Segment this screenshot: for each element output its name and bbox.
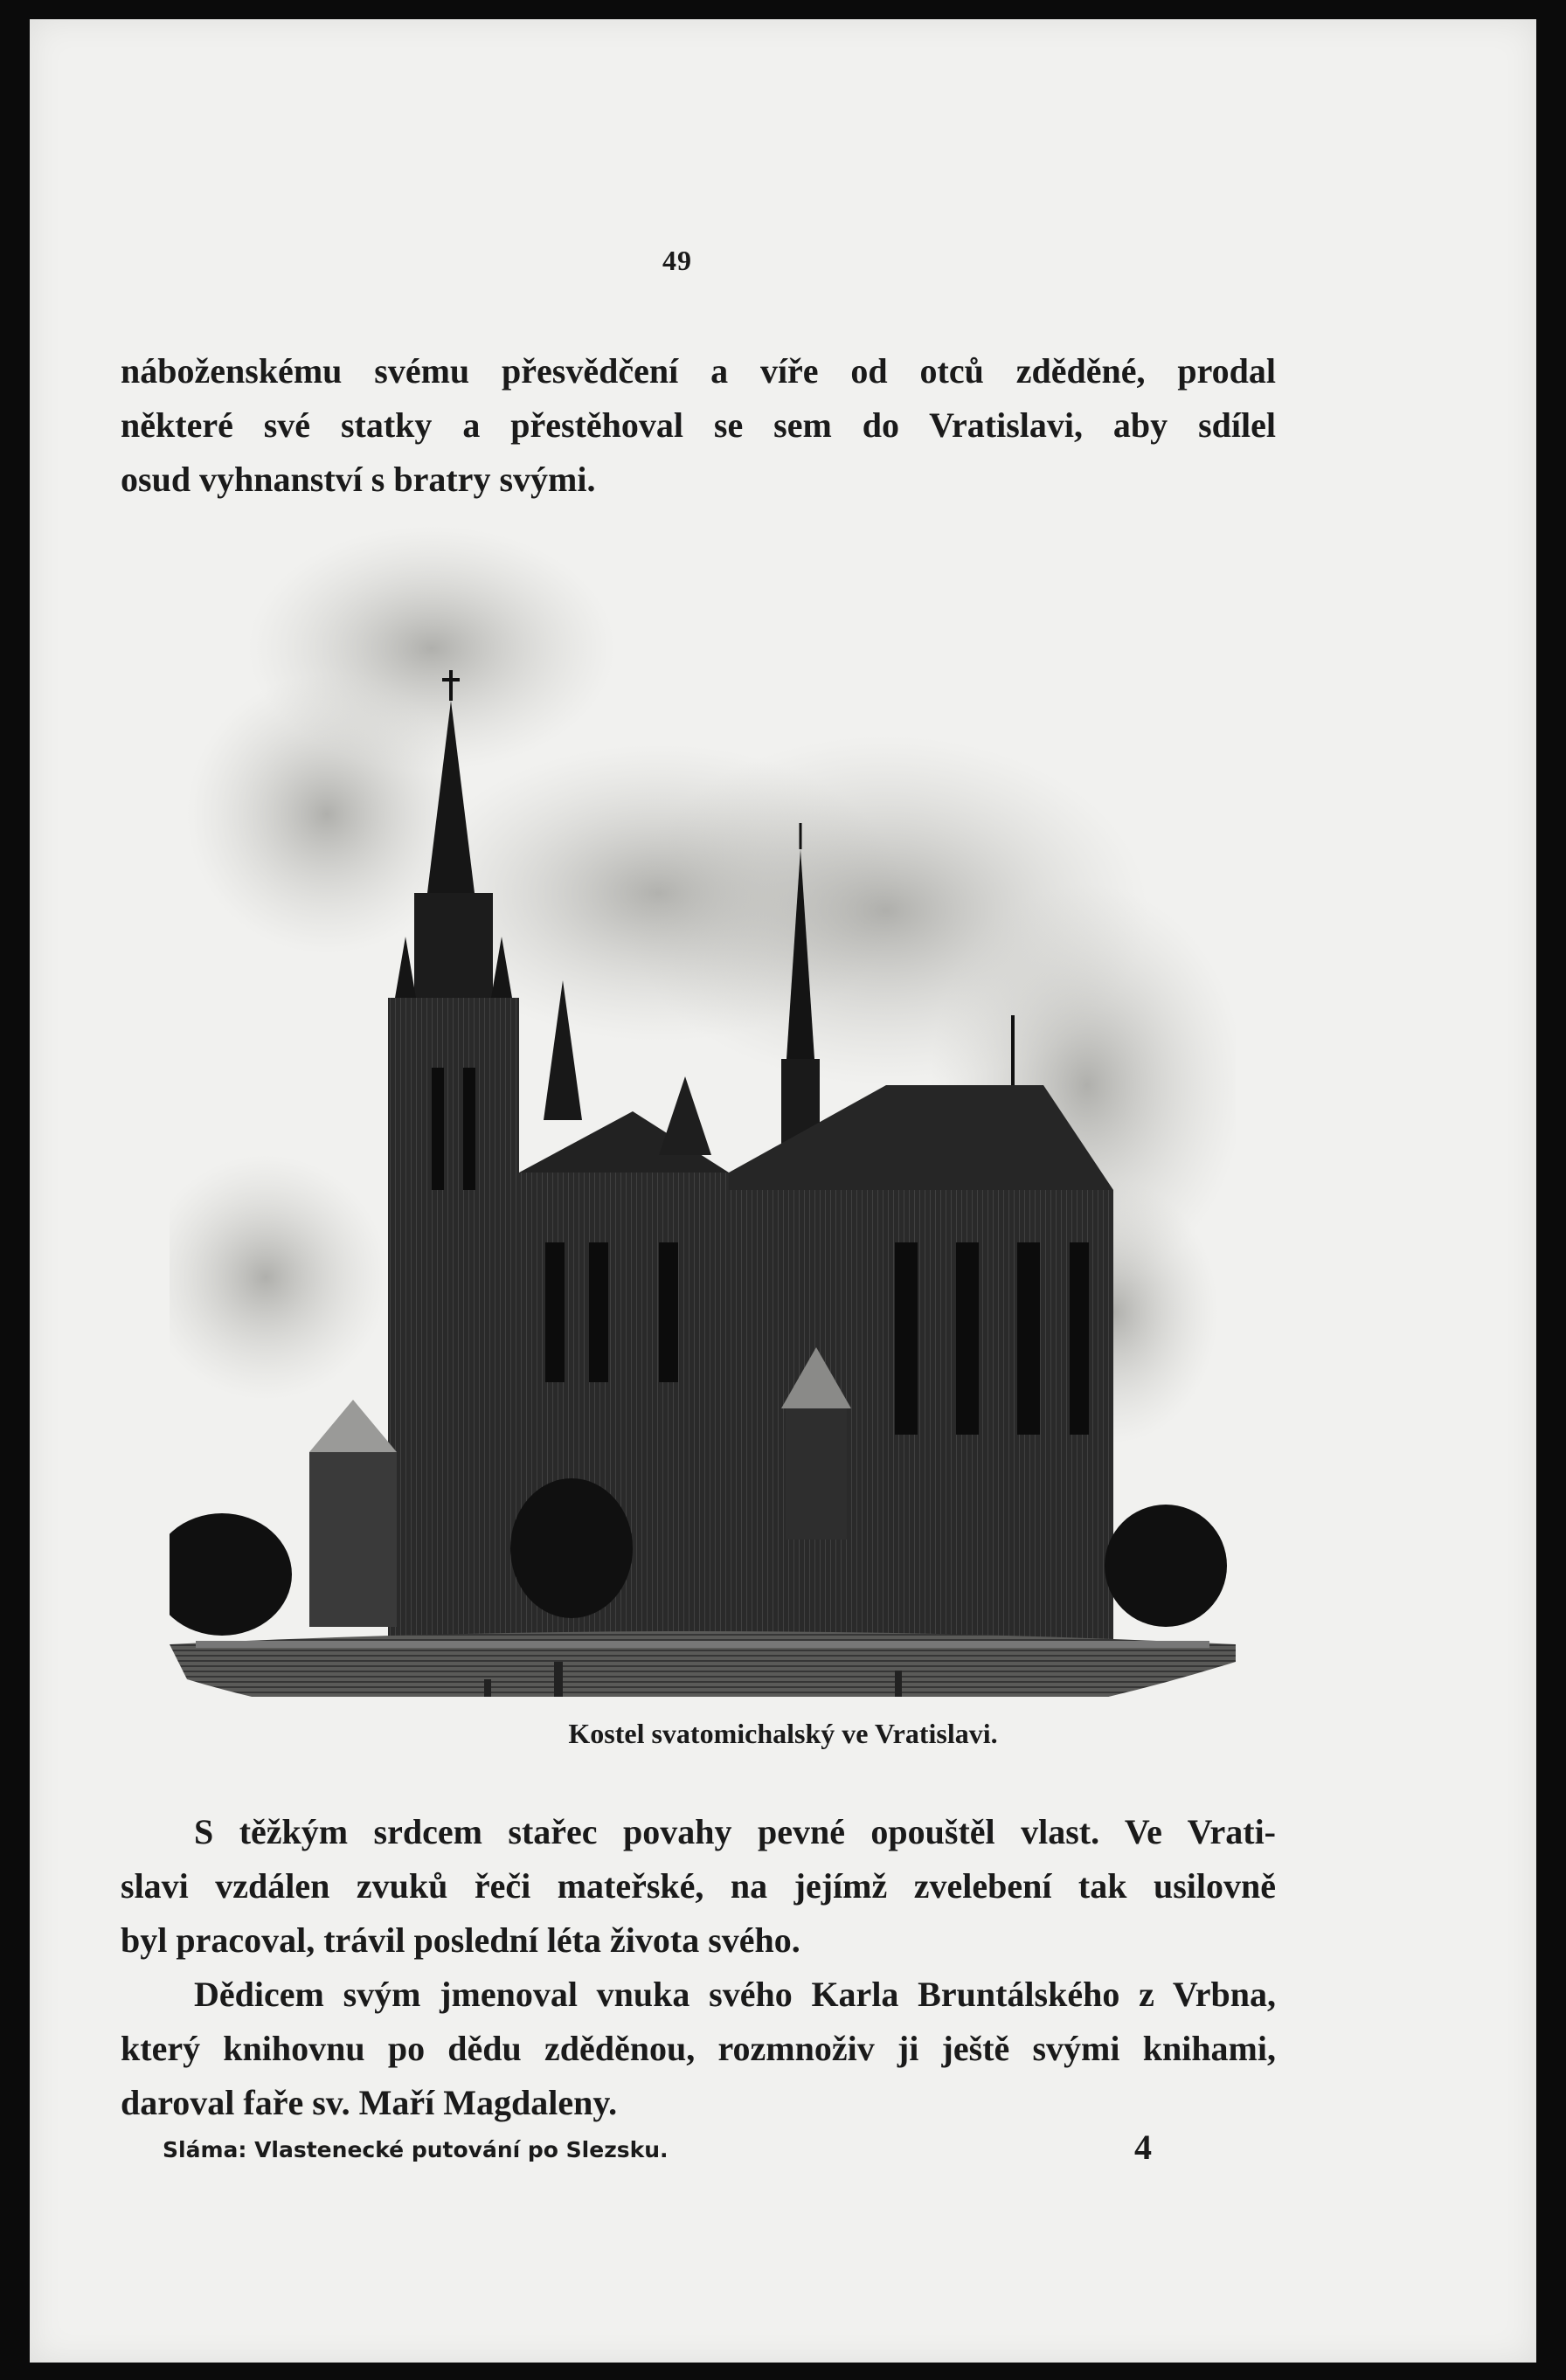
page-number: 49: [662, 245, 692, 276]
text-line: Dědicem svým jmenoval vnuka svého Karla Bruntálského z Vrbna,: [194, 1975, 1276, 2014]
figure-caption: Kostel svatomichalský ve Vratislavi.: [568, 1718, 998, 1749]
paragraph-1: [121, 344, 1276, 507]
text-line: který knihovnu po dědu zděděnou, rozmnoživ ji ještě svými knihami,: [121, 2029, 1276, 2068]
ground: [170, 1631, 1236, 1697]
text-line: daroval faře sv. Maří Magdaleny.: [121, 2083, 618, 2122]
paragraph-2: [121, 1805, 1276, 1968]
text-line: osud vyhnanství s bratry svými.: [121, 460, 596, 499]
text-line: S těžkým srdcem stařec povahy pevné opouštěl vlast. Ve Vrati-: [194, 1812, 1276, 1851]
church-illustration: [170, 526, 1236, 1697]
sheet-number: 4: [1134, 2127, 1152, 2167]
text-line: slavi vzdálen zvuků řeči mateřské, na jejímž zvelebení tak usilovně: [121, 1866, 1276, 1906]
paragraph-3: [121, 1968, 1276, 2130]
book-page: [30, 19, 1536, 2363]
text-line: některé své statky a přestěhoval se sem do Vratislavi, aby sdílel: [121, 405, 1276, 445]
text-line: náboženskému svému přesvědčení a víře od otců zděděné, prodal: [121, 351, 1276, 391]
footer-signature: Sláma: Vlastenecké putování po Slezsku.: [163, 2137, 669, 2162]
text-line: byl pracoval, trávil poslední léta života svého.: [121, 1920, 800, 1960]
church-engraving: [170, 526, 1236, 1697]
